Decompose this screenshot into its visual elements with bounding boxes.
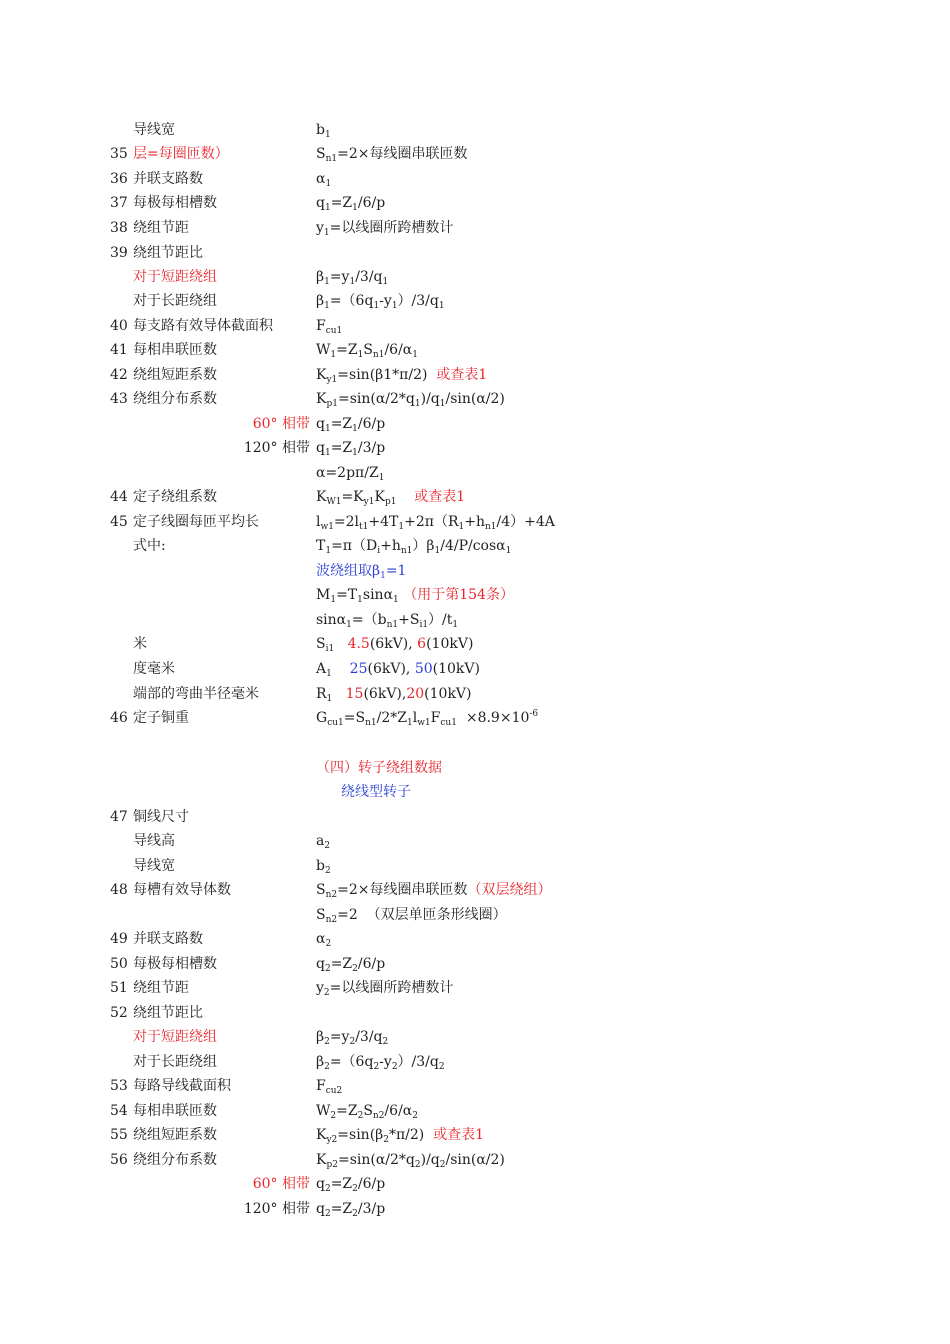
row-52a bbox=[0, 1026, 950, 1048]
row-label: 度毫米 bbox=[133, 661, 175, 677]
row-formula: $F_{cu1}$ bbox=[316, 318, 343, 336]
row-37 bbox=[0, 192, 950, 214]
row-number: 48 bbox=[110, 882, 128, 898]
row-45a bbox=[0, 535, 950, 557]
row-47 bbox=[0, 806, 950, 828]
row-41 bbox=[0, 339, 950, 361]
row-number: 53 bbox=[110, 1078, 128, 1094]
row-44 bbox=[0, 486, 950, 508]
row-label: 绕组短距系数 bbox=[133, 1127, 217, 1143]
row-47b bbox=[0, 855, 950, 877]
row-formula: $T_1=\pi(D_i+h_{n1})\beta_1/4/P/\cos\alpha_1$ bbox=[316, 538, 512, 556]
row-number: 50 bbox=[110, 956, 128, 972]
row-48a bbox=[0, 904, 950, 926]
row-formula: $F_{cu2}$ bbox=[316, 1078, 343, 1096]
section-subtitle: 绕线型转子 bbox=[341, 784, 411, 800]
row-38 bbox=[0, 217, 950, 239]
row-label: 绕组分布系数 bbox=[133, 391, 217, 407]
row-number: 43 bbox=[110, 391, 128, 407]
row-label: 绕组节距 bbox=[133, 980, 189, 996]
row-52 bbox=[0, 1002, 950, 1024]
section-subtitle-row bbox=[0, 781, 950, 803]
row-number: 38 bbox=[110, 220, 128, 236]
row-label: 对于长距绕组 bbox=[133, 1054, 217, 1070]
row-label: 定子铜重 bbox=[133, 710, 189, 726]
row-formula: $K_{p2}=\sin(\alpha/2*q_2)/q_2/\sin(\alpha/2)$ bbox=[316, 1152, 505, 1170]
row-formula: $q_2=Z_2/6/p$ bbox=[316, 1176, 386, 1194]
row-number: 35 bbox=[110, 146, 128, 162]
row-formula: $K_{p1}=\sin(\alpha/2*q_1)/q_1/\sin(\alpha/2)$ bbox=[316, 391, 505, 409]
row-39 bbox=[0, 242, 950, 264]
row-formula: $q_1=Z_1/3/p$ bbox=[316, 440, 386, 458]
row-36 bbox=[0, 168, 950, 190]
row-45e bbox=[0, 633, 950, 655]
row-formula: $\alpha=2p\pi/Z_1$ bbox=[316, 465, 385, 483]
row-45c bbox=[0, 584, 950, 606]
row-label: 每极每相槽数 bbox=[133, 956, 217, 972]
row-42 bbox=[0, 364, 950, 386]
row-label: 导线宽 bbox=[133, 858, 175, 874]
row-label: 米 bbox=[133, 636, 147, 652]
row-number: 45 bbox=[110, 514, 128, 530]
row-43a bbox=[0, 413, 950, 435]
row-formula: $y_1=$以线圈所跨槽数计 bbox=[316, 220, 454, 238]
row-48 bbox=[0, 879, 950, 901]
row-label: 每极每相槽数 bbox=[133, 195, 217, 211]
row-formula: $q_1=Z_1/6/p$ bbox=[316, 195, 386, 213]
row-formula: $\beta_2=(6q_2-y_2)/3/q_2$ bbox=[316, 1054, 445, 1072]
row-43b bbox=[0, 437, 950, 459]
row-label: 并联支路数 bbox=[133, 171, 203, 187]
row-formula: $a_2$ bbox=[316, 833, 331, 851]
row-45g bbox=[0, 683, 950, 705]
row-label: 层=每圈匝数） bbox=[133, 146, 229, 162]
phase-band-label: 60° 相带 bbox=[252, 1176, 310, 1192]
row-formula: $K_{y1}=\sin(\beta 1*\pi/2)$ 或查表1 bbox=[316, 367, 488, 385]
row-40 bbox=[0, 315, 950, 337]
row-formula: $K_{y2}=\sin(\beta_2*\pi/2)$ 或查表1 bbox=[316, 1127, 485, 1145]
row-formula: $K_{W1}=K_{y1}K_{p1}$ 或查表1 bbox=[316, 489, 466, 507]
row-label: 导线宽 bbox=[133, 122, 175, 138]
row-label: 导线高 bbox=[133, 833, 175, 849]
row-label: 定子线圈每匝平均长 bbox=[133, 514, 259, 530]
row-39b bbox=[0, 290, 950, 312]
phase-band-label: 60° 相带 bbox=[252, 416, 310, 432]
row-46 bbox=[0, 707, 950, 729]
row-formula: $\alpha_2$ bbox=[316, 931, 332, 949]
row-label: 绕组节距比 bbox=[133, 245, 203, 261]
row-43 bbox=[0, 388, 950, 410]
row-formula: $q_1=Z_1/6/p$ bbox=[316, 416, 386, 434]
row-number: 52 bbox=[110, 1005, 128, 1021]
row-45b bbox=[0, 560, 950, 582]
row-wire-width bbox=[0, 119, 950, 141]
table-note: 或查表1 bbox=[436, 367, 488, 383]
row-formula: $\beta_1=y_1/3/q_1$ bbox=[316, 269, 389, 287]
row-label: 绕组节距比 bbox=[133, 1005, 203, 1021]
row-formula: $S_{n2}=2$ （双层单匝条形线圈） bbox=[316, 907, 507, 925]
row-formula: $b_2$ bbox=[316, 858, 331, 876]
row-49 bbox=[0, 928, 950, 950]
row-label: 对于长距绕组 bbox=[133, 293, 217, 309]
row-label: 每槽有效导体数 bbox=[133, 882, 231, 898]
row-formula: $\sin\alpha_1=(b_{n1}+S_{i1})/t_1$ bbox=[316, 612, 459, 630]
row-54 bbox=[0, 1100, 950, 1122]
section-title-row bbox=[0, 757, 950, 779]
row-formula: $S_{i1}$ 4.5(6kV), 6(10kV) bbox=[316, 636, 474, 654]
row-label: 并联支路数 bbox=[133, 931, 203, 947]
row-number: 44 bbox=[110, 489, 128, 505]
row-formula: $G_{cu1}=S_{n1}/2*Z_1l_{w1}F_{cu1} \times 8.9\times 10^{-6}$ bbox=[316, 709, 539, 728]
row-formula: $\beta_1=(6q_1-y_1)/3/q_1$ bbox=[316, 293, 445, 311]
phase-band-label: 120° 相带 bbox=[243, 1201, 310, 1217]
row-label: 绕组短距系数 bbox=[133, 367, 217, 383]
row-number: 51 bbox=[110, 980, 128, 996]
row-50 bbox=[0, 953, 950, 975]
row-43c bbox=[0, 462, 950, 484]
row-label: 对于短距绕组 bbox=[133, 1029, 217, 1045]
row-number: 46 bbox=[110, 710, 128, 726]
row-label: 每相串联匝数 bbox=[133, 342, 217, 358]
row-number: 36 bbox=[110, 171, 128, 187]
row-number: 56 bbox=[110, 1152, 128, 1168]
row-56 bbox=[0, 1149, 950, 1171]
row-45 bbox=[0, 511, 950, 533]
table-note: 或查表1 bbox=[433, 1127, 485, 1143]
row-number: 47 bbox=[110, 809, 128, 825]
row-55 bbox=[0, 1124, 950, 1146]
row-label: 绕组节距 bbox=[133, 220, 189, 236]
row-number: 42 bbox=[110, 367, 128, 383]
phase-band-label: 120° 相带 bbox=[243, 440, 310, 456]
row-formula: $W_1=Z_1S_{n1}/6/\alpha_1$ bbox=[316, 342, 418, 360]
row-formula: $A_1$ 25(6kV), 50(10kV) bbox=[316, 661, 480, 679]
row-label: 端部的弯曲半径毫米 bbox=[133, 686, 259, 702]
row-number: 40 bbox=[110, 318, 128, 334]
table-note: （双层绕组） bbox=[467, 882, 552, 898]
row-formula: $S_{n2}=2\times$每线圈串联匝数（双层绕组） bbox=[316, 882, 552, 900]
row-number: 39 bbox=[110, 245, 128, 261]
row-label: 绕组分布系数 bbox=[133, 1152, 217, 1168]
row-number: 37 bbox=[110, 195, 128, 211]
row-label: 定子绕组系数 bbox=[133, 489, 217, 505]
row-51 bbox=[0, 977, 950, 999]
row-56a bbox=[0, 1173, 950, 1195]
row-formula: 波绕组取$\beta_1=1$ bbox=[316, 563, 407, 581]
row-number: 41 bbox=[110, 342, 128, 358]
row-label: 每相串联匝数 bbox=[133, 1103, 217, 1119]
row-formula: $R_1$ 15(6kV),20(10kV) bbox=[316, 686, 472, 704]
section-title: （四）转子绕组数据 bbox=[316, 760, 442, 776]
row-label: 每支路有效导体截面积 bbox=[133, 318, 273, 334]
row-35 bbox=[0, 143, 950, 165]
row-52b bbox=[0, 1051, 950, 1073]
row-formula: $q_2=Z_2/3/p$ bbox=[316, 1201, 386, 1219]
row-56b bbox=[0, 1198, 950, 1220]
row-label: 对于短距绕组 bbox=[133, 269, 217, 285]
row-number: 54 bbox=[110, 1103, 128, 1119]
row-45d bbox=[0, 609, 950, 631]
row-formula: $b_1$ bbox=[316, 122, 331, 140]
row-formula: $W_2=Z_2S_{n2}/6/\alpha_2$ bbox=[316, 1103, 418, 1121]
row-label: 式中: bbox=[133, 538, 166, 554]
row-45f bbox=[0, 658, 950, 680]
row-53 bbox=[0, 1075, 950, 1097]
table-note: （用于第154条） bbox=[403, 587, 514, 603]
row-formula: $y_2=$以线圈所跨槽数计 bbox=[316, 980, 454, 998]
row-47a bbox=[0, 830, 950, 852]
row-number: 55 bbox=[110, 1127, 128, 1143]
row-formula: $\alpha_1$ bbox=[316, 171, 332, 189]
row-formula: $\beta_2=y_2/3/q_2$ bbox=[316, 1029, 389, 1047]
row-formula: $S_{n1}=2\times$每线圈串联匝数 bbox=[316, 146, 468, 164]
table-note: 或查表1 bbox=[414, 489, 466, 505]
row-formula: $l_{w1}=2l_{t1}+4T_1+2\pi(R_1+h_{n1}/4)+4A$ bbox=[316, 514, 555, 532]
row-39a bbox=[0, 266, 950, 288]
row-label: 铜线尺寸 bbox=[133, 809, 189, 825]
row-label: 每路导线截面积 bbox=[133, 1078, 231, 1094]
row-formula: $M_1=T_1\sin\alpha_1$ （用于第154条） bbox=[316, 587, 514, 605]
row-number: 49 bbox=[110, 931, 128, 947]
row-formula: $q_2=Z_2/6/p$ bbox=[316, 956, 386, 974]
